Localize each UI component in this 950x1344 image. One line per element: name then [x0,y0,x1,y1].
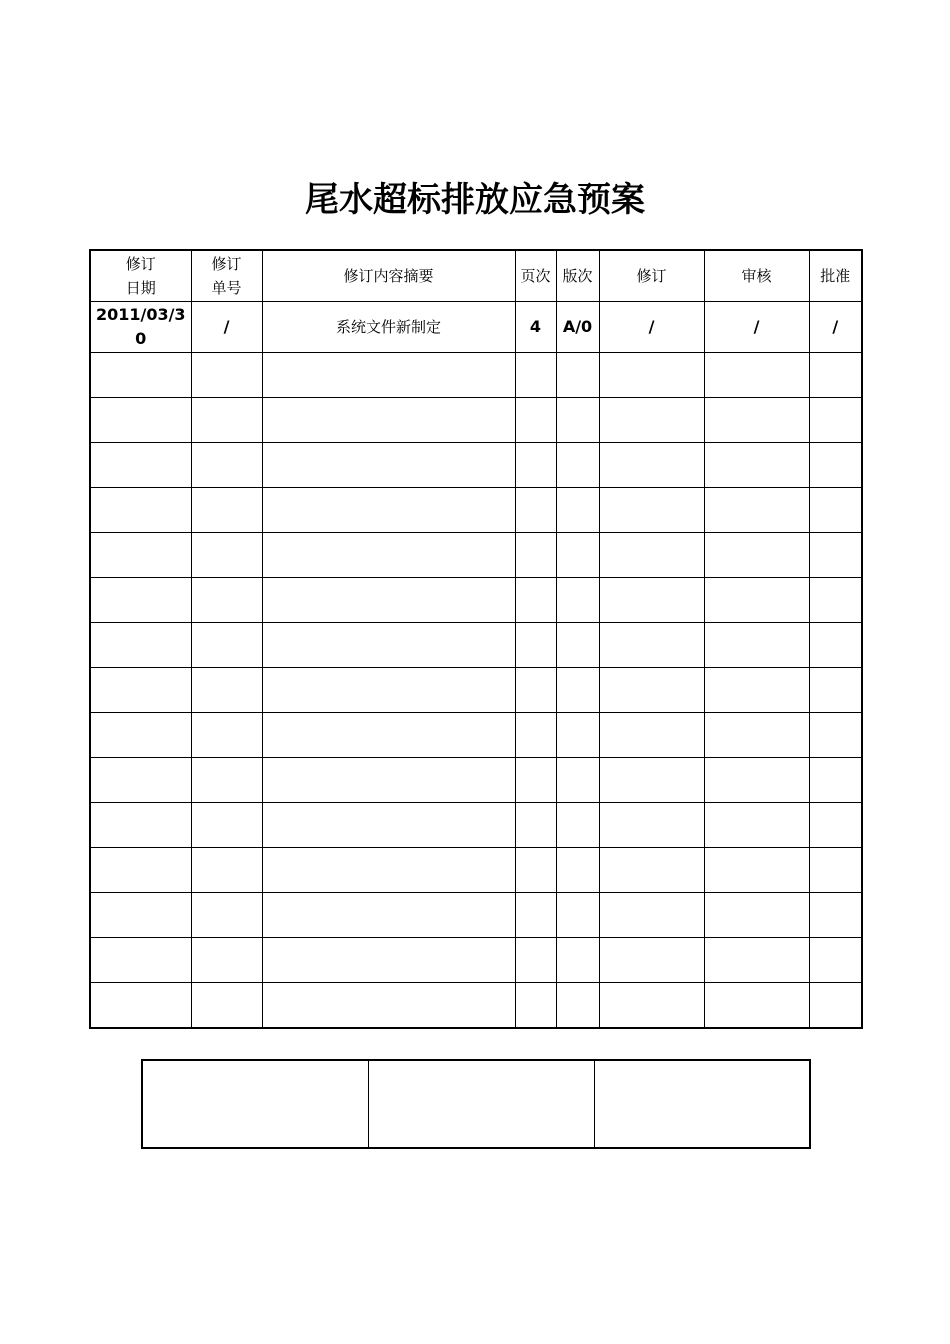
table-row-empty [90,398,862,443]
table-row-empty [90,938,862,983]
header-version: 版次 [556,250,599,302]
empty-cell [191,578,262,623]
table-row [90,302,862,353]
table-row-empty [90,623,862,668]
cell-order-no: / [191,302,262,353]
cell-reviewed-by: / [704,302,809,353]
empty-cell [704,758,809,803]
empty-cell [90,893,191,938]
empty-cell [262,668,515,713]
empty-cell [556,398,599,443]
signature-cell [594,1060,810,1148]
table-row-empty [90,488,862,533]
empty-cell [809,983,862,1029]
cell-revision-date-line1: 2011/03/3 [95,305,186,324]
empty-cell [262,758,515,803]
empty-cell [90,488,191,533]
empty-cell [809,848,862,893]
empty-cell [191,488,262,533]
empty-cell [599,353,704,398]
empty-cell [262,803,515,848]
empty-cell [599,623,704,668]
empty-cell [262,578,515,623]
empty-cell [599,533,704,578]
empty-cell [515,533,556,578]
empty-cell [556,758,599,803]
empty-cell [191,803,262,848]
empty-cell [90,533,191,578]
empty-cell [90,668,191,713]
empty-cell [262,623,515,668]
empty-cell [90,848,191,893]
empty-cell [191,398,262,443]
empty-cell [704,803,809,848]
empty-cell [191,938,262,983]
empty-cell [556,668,599,713]
empty-cell [90,398,191,443]
signature-cell [142,1060,368,1148]
empty-cell [515,398,556,443]
empty-cell [599,938,704,983]
empty-cell [809,758,862,803]
signature-row [142,1060,810,1148]
empty-cell [704,938,809,983]
header-page: 页次 [515,250,556,302]
empty-cell [809,488,862,533]
empty-cell [556,488,599,533]
table-row-empty [90,443,862,488]
empty-cell [515,848,556,893]
header-approved-by: 批准 [809,250,862,302]
empty-cell [262,488,515,533]
empty-cell [515,713,556,758]
table-row-empty [90,893,862,938]
header-revision-order-line2: 单号 [211,279,242,297]
empty-cell [809,578,862,623]
signature-cell [368,1060,594,1148]
empty-cell [556,893,599,938]
empty-cell [704,848,809,893]
empty-cell [191,623,262,668]
empty-cell [191,668,262,713]
header-revision-order-line1: 修订 [211,255,242,273]
empty-cell [556,623,599,668]
empty-cell [515,803,556,848]
empty-cell [704,533,809,578]
empty-cell [556,533,599,578]
empty-cell [556,983,599,1029]
empty-cell [191,353,262,398]
table-row-empty [90,713,862,758]
empty-cell [704,668,809,713]
empty-cell [556,578,599,623]
header-reviewed-by: 审核 [704,250,809,302]
header-revision-date [90,250,191,302]
table-row-empty [90,668,862,713]
empty-cell [90,578,191,623]
cell-page: 4 [515,302,556,353]
empty-cell [556,938,599,983]
cell-version: A/0 [556,302,599,353]
signature-table [141,1059,811,1149]
empty-cell [599,443,704,488]
empty-cell [556,713,599,758]
empty-cell [809,398,862,443]
empty-cell [809,533,862,578]
empty-cell [90,353,191,398]
empty-cell [191,893,262,938]
empty-cell [191,983,262,1029]
empty-cell [90,983,191,1029]
empty-cell [809,713,862,758]
empty-cell [809,353,862,398]
revision-history-table [89,249,863,1029]
table-row-empty [90,353,862,398]
empty-cell [515,623,556,668]
empty-cell [809,893,862,938]
empty-cell [515,938,556,983]
empty-cell [704,398,809,443]
empty-cell [599,803,704,848]
empty-cell [704,623,809,668]
header-revision-date-line1: 修订 [125,255,156,273]
empty-cell [191,848,262,893]
empty-cell [599,713,704,758]
empty-cell [556,803,599,848]
table-row-empty [90,758,862,803]
cell-approved-by: / [809,302,862,353]
empty-cell [515,893,556,938]
empty-cell [599,893,704,938]
empty-cell [515,983,556,1029]
table-row-empty [90,983,862,1029]
empty-cell [515,668,556,713]
table-row-empty [90,848,862,893]
empty-cell [599,758,704,803]
empty-cell [262,713,515,758]
empty-cell [262,533,515,578]
empty-cell [556,848,599,893]
empty-cell [515,578,556,623]
header-revision-order [191,250,262,302]
empty-cell [191,758,262,803]
cell-summary: 系统文件新制定 [262,302,515,353]
table-header-row [90,250,862,302]
empty-cell [809,803,862,848]
empty-cell [599,398,704,443]
empty-cell [704,488,809,533]
empty-cell [90,623,191,668]
empty-cell [90,713,191,758]
empty-cell [599,488,704,533]
empty-cell [262,353,515,398]
empty-cell [704,713,809,758]
empty-cell [262,938,515,983]
cell-revision-date [90,302,191,353]
empty-cell [599,578,704,623]
header-revision-date-line2: 日期 [125,279,156,297]
table-row-empty [90,803,862,848]
empty-cell [556,443,599,488]
empty-cell [599,983,704,1029]
table-row-empty [90,578,862,623]
empty-cell [599,668,704,713]
empty-cell [191,533,262,578]
empty-cell [704,443,809,488]
empty-cell [90,443,191,488]
empty-cell [704,353,809,398]
empty-cell [515,443,556,488]
empty-cell [90,938,191,983]
empty-cell [262,398,515,443]
cell-revision-date-line2: 0 [135,329,147,348]
cell-revised-by: / [599,302,704,353]
empty-cell [90,803,191,848]
empty-cell [262,983,515,1029]
empty-cell [704,893,809,938]
empty-cell [515,353,556,398]
empty-cell [515,488,556,533]
document-title: 尾水超标排放应急预案 [305,180,645,220]
empty-cell [704,578,809,623]
table-row-empty [90,533,862,578]
empty-cell [809,623,862,668]
empty-cell [191,713,262,758]
header-summary: 修订内容摘要 [262,250,515,302]
empty-cell [809,938,862,983]
empty-cell [191,443,262,488]
empty-cell [704,983,809,1029]
empty-cell [90,758,191,803]
empty-cell [262,443,515,488]
header-revised-by: 修订 [599,250,704,302]
empty-cell [515,758,556,803]
empty-cell [556,353,599,398]
empty-cell [599,848,704,893]
empty-cell [262,893,515,938]
empty-cell [809,443,862,488]
empty-cell [809,668,862,713]
empty-cell [262,848,515,893]
